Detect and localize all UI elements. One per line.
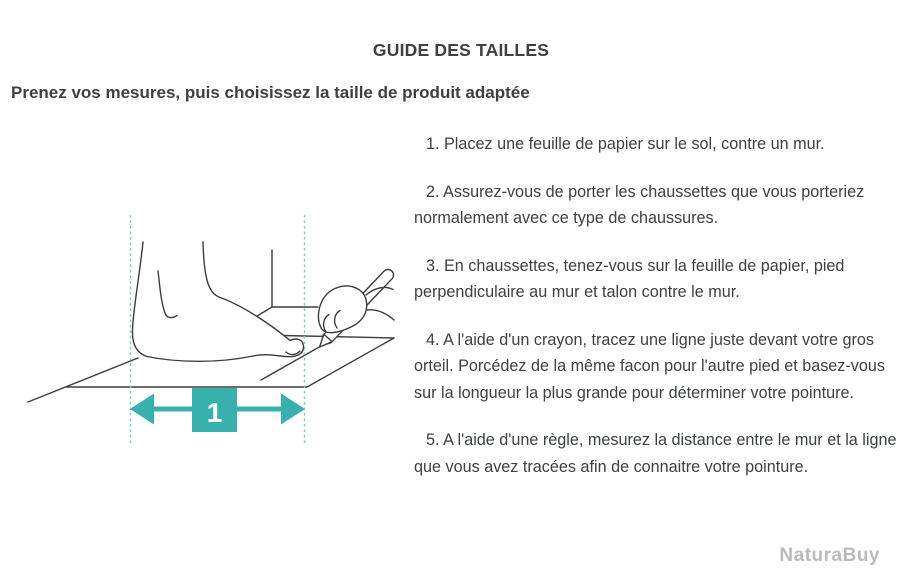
instruction-step-4: 4. A l'aide d'un crayon, tracez une ligne juste devant votre gros orteil. Porcédez de la même facon pour l'autre pied et basez-vous sur la longueur la plus grande pour déterminer votre pointure. bbox=[414, 330, 885, 402]
instruction-step-1: 1. Placez une feuille de papier sur le sol, contre un mur. bbox=[426, 135, 825, 153]
foot-measurement-illustration bbox=[10, 125, 406, 520]
instruction-step-5: 5. A l'aide d'une règle, mesurez la distance entre le mur et la ligne que vous avez tracées afin de connaitre votre pointure. bbox=[414, 431, 897, 476]
naturabuy-watermark: NaturaBuy bbox=[779, 545, 880, 566]
instruction-step-2: 2. Assurez-vous de porter les chaussettes que vous porteriez normalement avec ce type de chaussures. bbox=[414, 182, 865, 227]
arrowhead-left bbox=[130, 394, 154, 425]
instructions-list bbox=[414, 125, 902, 501]
instruction-step-3: 3. En chaussettes, tenez-vous sur la feuille de papier, pied perpendiculaire au mur et talon contre le mur. bbox=[414, 256, 845, 301]
page-title: GUIDE DES TAILLES bbox=[372, 40, 550, 60]
foot-drawing bbox=[132, 242, 303, 361]
arrowhead-right bbox=[281, 394, 305, 425]
hand-drawing bbox=[319, 286, 394, 333]
wrist-line bbox=[367, 310, 394, 320]
page-subtitle: Prenez vos mesures, puis choisissez la taille de produit adaptée bbox=[11, 83, 530, 102]
measure-label: 1 bbox=[206, 397, 223, 428]
measure-arrow bbox=[130, 388, 305, 432]
